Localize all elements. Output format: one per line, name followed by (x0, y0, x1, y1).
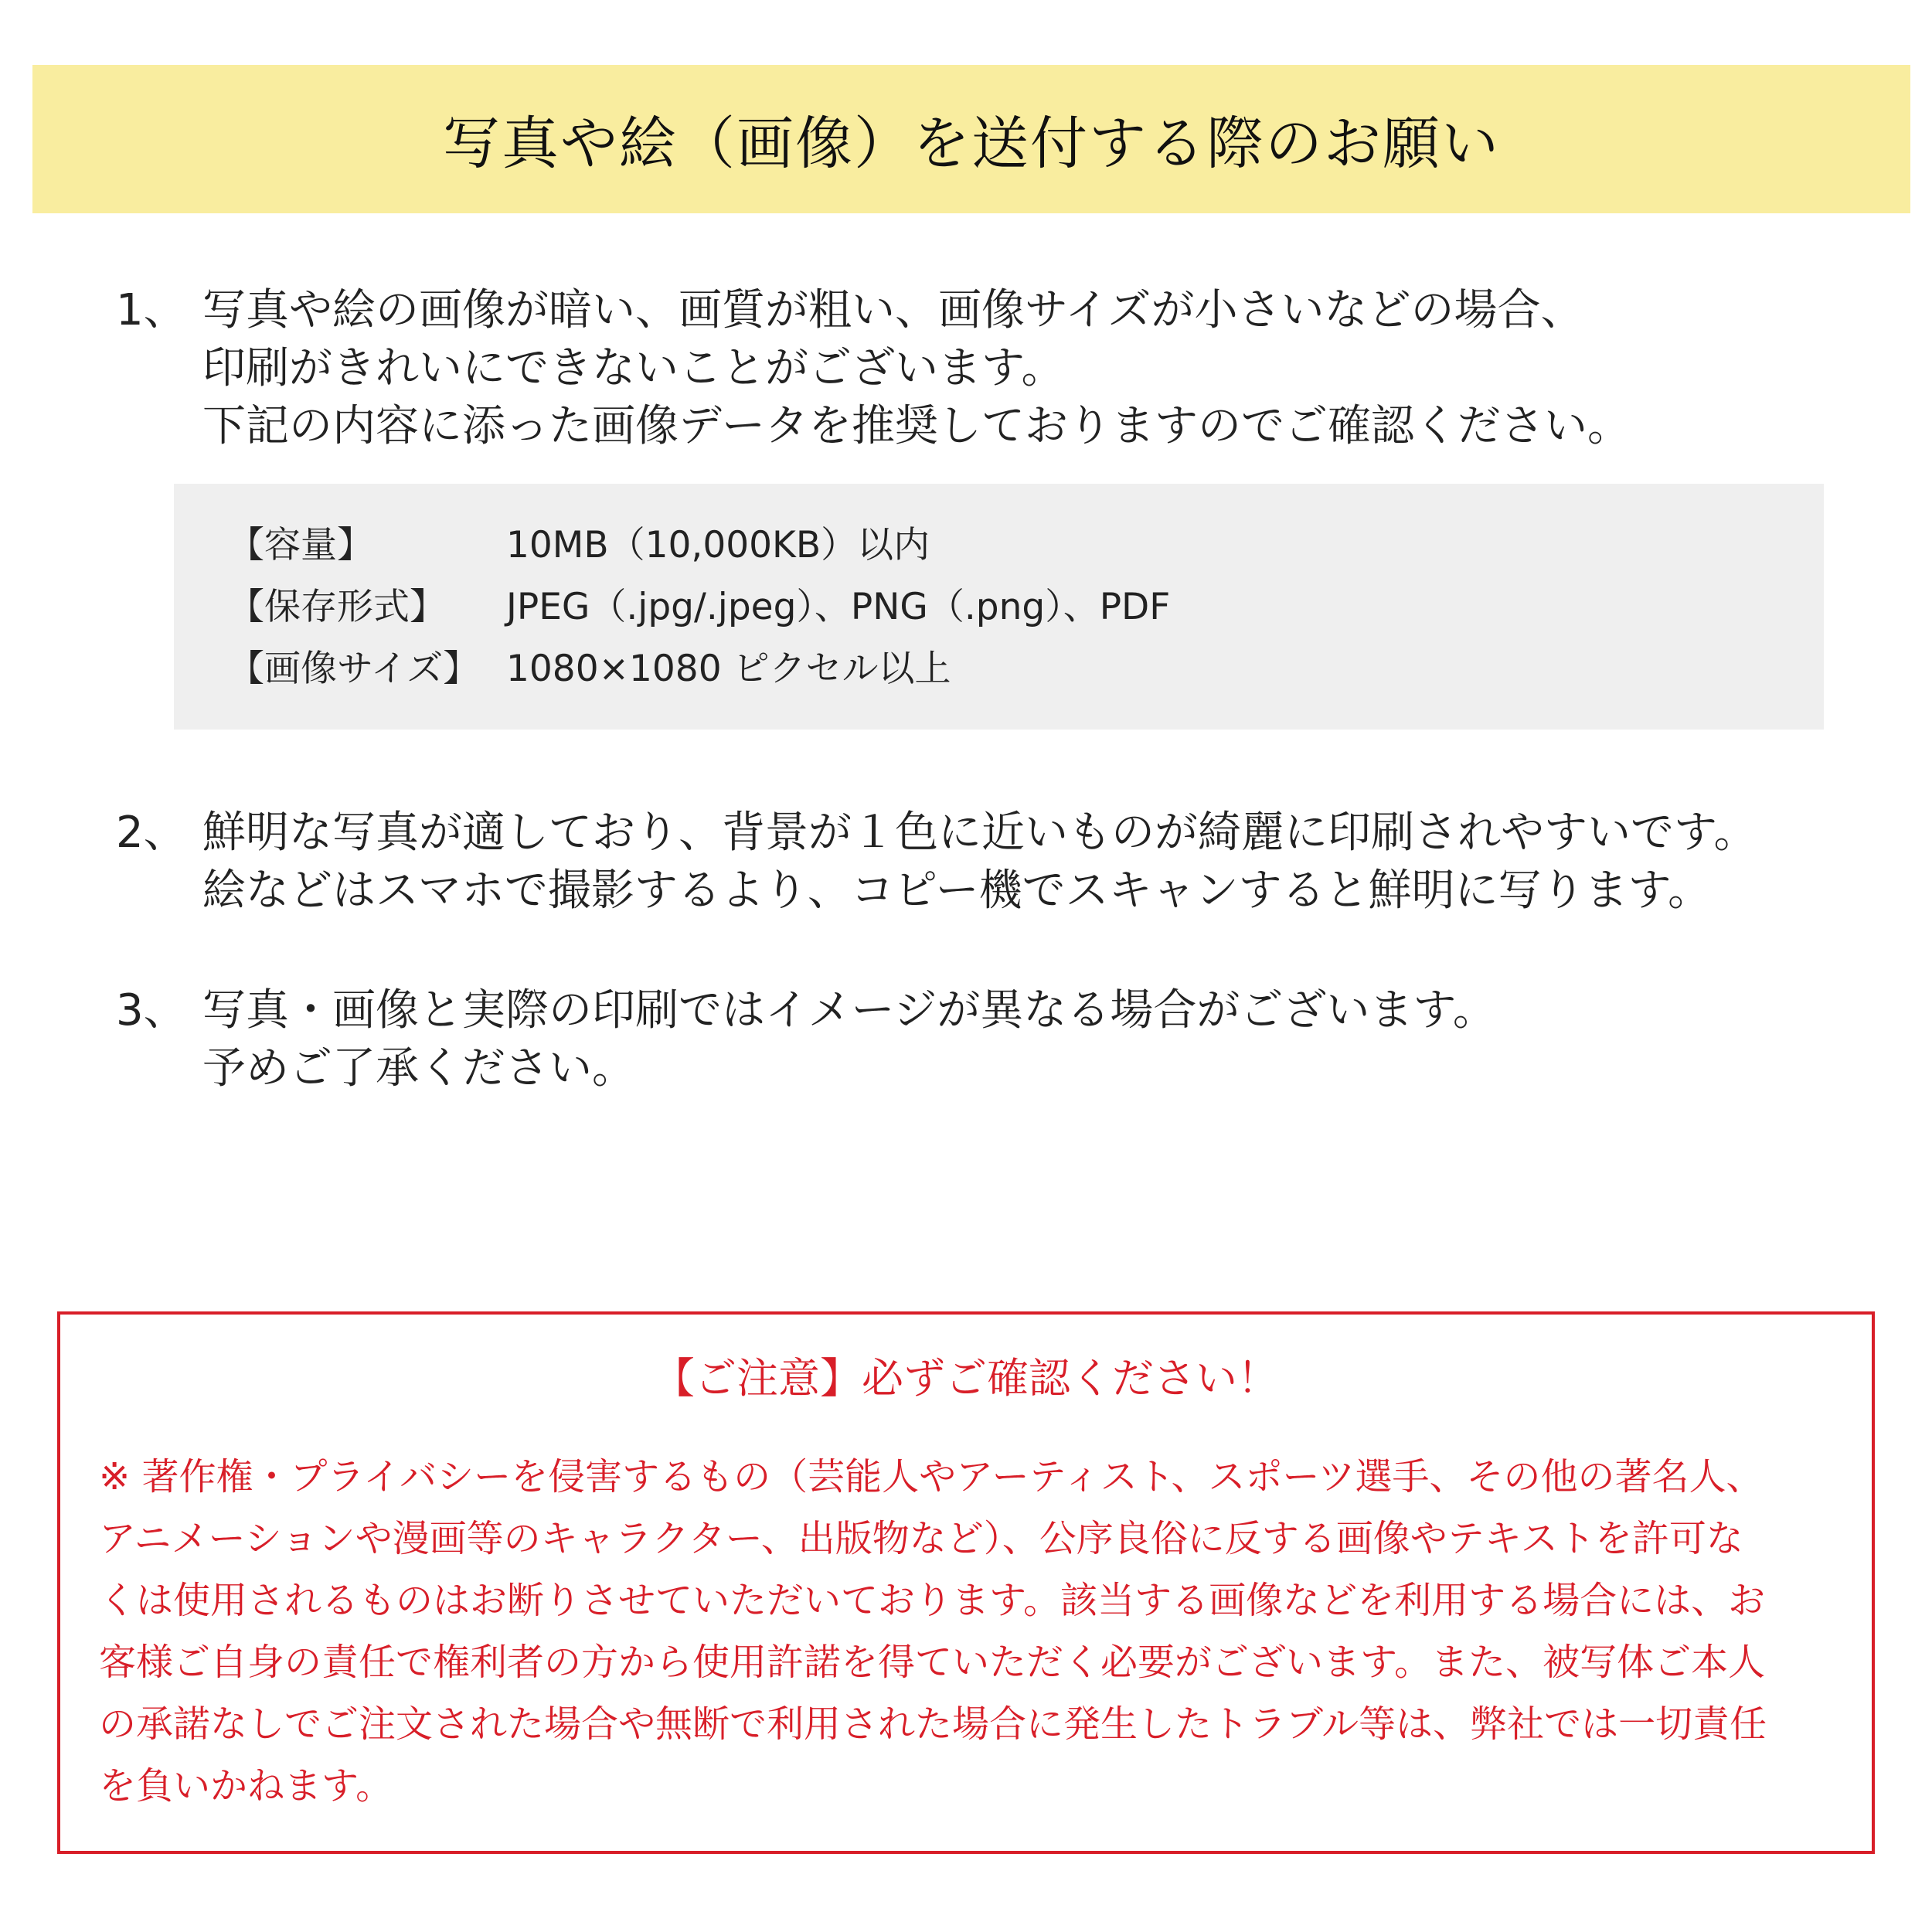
caution-body (99, 1446, 1876, 1817)
caution-line: を負いかねます。 (99, 1764, 393, 1808)
spec-value: 10MB（10,000KB）以内 (506, 524, 930, 566)
caution-line: ※ 著作権・プライバシーを侵害するもの（芸能人やアーティスト、スポーツ選手、その他の著名人、 (99, 1455, 1764, 1498)
spec-label: 【容量】 (228, 524, 373, 566)
section-1 (116, 281, 1631, 455)
title-banner (32, 65, 1910, 213)
section-2-line-2: 絵などはスマホで撮影するより、コピー機でスキャンすると鮮明に写ります。 (202, 866, 1712, 916)
section-3-line-1: 写真・画像と実際の印刷ではイメージが異なる場合がございます。 (202, 985, 1496, 1036)
spec-value: 1080×1080 ピクセル以上 (506, 648, 951, 690)
section-1-line-1: 写真や絵の画像が暗い、画質が粗い、画像サイズが小さいなどの場合、 (202, 285, 1584, 335)
spec-label: 【保存形式】 (228, 586, 446, 628)
spec-row-size (228, 640, 951, 692)
section-2-number: 2、 (116, 808, 187, 858)
spec-row-capacity (228, 516, 930, 568)
caution-box (57, 1311, 1875, 1854)
section-2-line-1: 鮮明な写真が適しており、背景が１色に近いものが綺麗に印刷されやすいです。 (202, 808, 1757, 858)
caution-title: 【ご注意】必ずご確認ください！ (653, 1354, 1279, 1403)
spec-label: 【画像サイズ】 (228, 648, 480, 690)
caution-line: アニメーションや漫画等のキャラクター、出版物など）、公序良俗に反する画像やテキストを許可な (99, 1517, 1743, 1560)
section-3 (116, 981, 1496, 1097)
caution-line: 客様ご自身の責任で権利者の方から使用許諾を得ていただく必要がございます。また、被写体ご本人 (99, 1641, 1766, 1684)
section-3-number: 3、 (116, 985, 187, 1036)
section-1-line-2: 印刷がきれいにできないことがございます。 (202, 343, 1065, 393)
caution-line: くは使用されるものはお断りさせていただいております。該当する画像などを利用する場合には、お (99, 1579, 1766, 1622)
page-title: 写真や絵（画像）を送付する際のお願い (443, 111, 1500, 177)
caution-line: の承諾なしでご注文された場合や無断で利用された場合に発生したトラブル等は、弊社では一切責任 (99, 1702, 1767, 1746)
section-1-line-3: 下記の内容に添った画像データを推奨しておりますのでご確認ください。 (202, 401, 1631, 451)
section-2 (116, 804, 1757, 920)
section-1-number: 1、 (116, 285, 187, 335)
spec-value: JPEG（.jpg/.jpeg）、PNG（.png）、PDF (506, 586, 1171, 628)
spec-box (174, 484, 1824, 730)
spec-row-format (228, 578, 1170, 630)
section-3-line-2: 予めご了承ください。 (202, 1043, 635, 1094)
